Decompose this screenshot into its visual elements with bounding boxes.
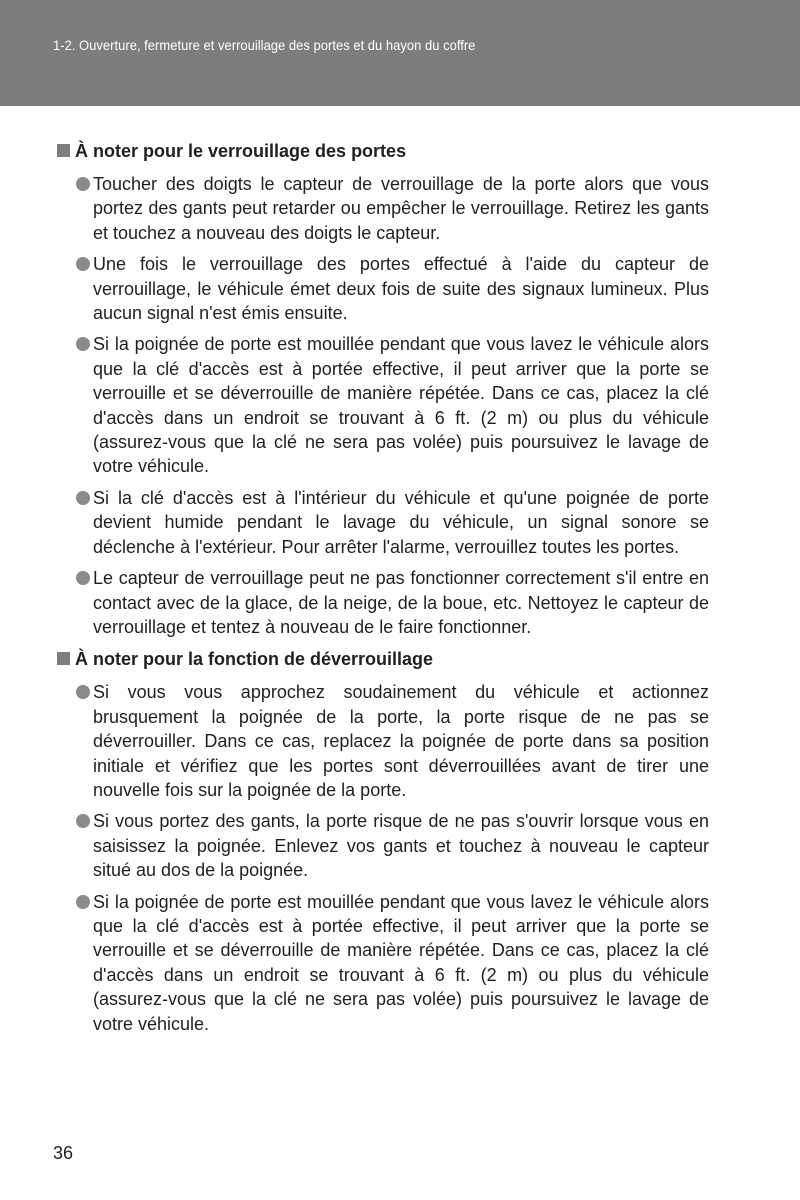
square-icon	[57, 652, 70, 665]
list-item-text: Le capteur de verrouillage peut ne pas fonctionner correctement s'il entre en contact avec de la glace, de la neige, de la boue, etc. Nettoyez le capteur de verrouillage et tentez à nouveau de le faire fonctionner.	[93, 568, 709, 637]
bullet-dot-icon	[76, 337, 90, 351]
list-item-text: Une fois le verrouillage des portes effectué à l'aide du capteur de verrouillage, le véhicule émet deux fois de suite des signaux lumineux. Plus aucun signal n'est émis ensuite.	[93, 254, 709, 324]
list-item-text: Si la clé d'accès est à l'intérieur du véhicule et qu'une poignée de porte devient humide pendant le lavage du véhicule, un signal sonore se déclenche à l'extérieur. Pour arrêter l'alarme, verrouillez toutes les portes.	[93, 487, 709, 557]
list-item	[93, 890, 709, 1036]
page-content	[0, 138, 800, 1043]
list-item	[93, 252, 709, 325]
bullet-list	[0, 680, 800, 1036]
section-heading	[57, 138, 800, 164]
list-item-text: Si vous portez des gants, la porte risque de ne pas s'ouvrir lorsque vous en saisissez la poignée. Enlevez vos gants et touchez à nouveau le capteur situé au dos de la poignée.	[93, 811, 709, 881]
list-item-text: Toucher des doigts le capteur de verrouillage de la porte alors que vous portez des gants peut retarder ou empêcher le verrouillage. Retirez les gants et touchez a nouveau des doigts le capteur.	[93, 174, 709, 243]
bullet-dot-icon	[76, 685, 90, 699]
bullet-list	[0, 172, 800, 639]
bullet-dot-icon	[76, 814, 90, 828]
bullet-dot-icon	[76, 257, 90, 271]
bullet-dot-icon	[76, 491, 90, 505]
list-item	[93, 486, 709, 559]
list-item-text: Si vous vous approchez soudainement du véhicule et actionnez brusquement la poignée de la porte, la porte risque de ne pas se déverrouiller. Dans ce cas, replacez la poignée de porte dans sa position initiale et vérifiez que les portes sont déverrouillées avant de tirer une nouvelle fois sur la poignée de la porte.	[93, 682, 709, 800]
bullet-dot-icon	[76, 895, 90, 909]
bullet-dot-icon	[76, 177, 90, 191]
section-unlocking-notes	[0, 646, 800, 1036]
chapter-title: 1-2. Ouverture, fermeture et verrouillage des portes et du hayon du coffre	[53, 37, 476, 53]
list-item-text: Si la poignée de porte est mouillée pendant que vous lavez le véhicule alors que la clé d'accès est à portée effective, il peut arriver que la porte se verrouille et se déverrouille de manière répétée. Dans ce cas, placez la clé d'accès dans un endroit se trouvant à 6 ft. (2 m) ou plus du véhicule (assurez-vous que la clé ne sera pas volée) puis poursuivez le lavage de votre véhicule.	[93, 891, 709, 1034]
list-item-text: Si la poignée de porte est mouillée pendant que vous lavez le véhicule alors que la clé d'accès est à portée effective, il peut arriver que la porte se verrouille et se déverrouille de manière répétée. Dans ce cas, placez la clé d'accès dans un endroit se trouvant à 6 ft. (2 m) ou plus du véhicule (assurez-vous que la clé ne sera pas volée) puis poursuivez le lavage de votre véhicule.	[93, 334, 709, 477]
section-heading	[57, 646, 800, 672]
bullet-dot-icon	[76, 571, 90, 585]
list-item	[93, 809, 709, 882]
list-item	[93, 566, 709, 639]
section-heading-text: À noter pour la fonction de déverrouillage	[75, 649, 434, 670]
list-item	[93, 172, 709, 245]
list-item	[93, 680, 709, 802]
page-number: 36	[53, 1143, 74, 1163]
list-item	[93, 332, 709, 478]
header-band	[0, 0, 800, 106]
section-heading-text: À noter pour le verrouillage des portes	[75, 141, 407, 161]
square-icon	[57, 144, 70, 157]
section-locking-notes	[0, 138, 800, 639]
